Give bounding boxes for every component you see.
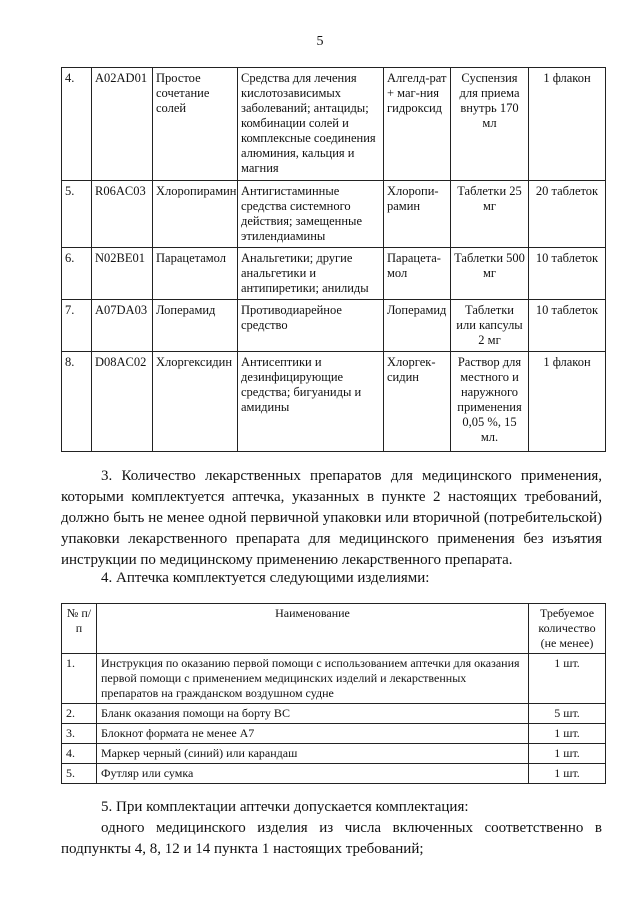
quantity: 1 флакон xyxy=(529,352,606,452)
item-quantity: 1 шт. xyxy=(529,744,606,764)
table-row xyxy=(62,654,606,704)
item-quantity: 5 шт. xyxy=(529,704,606,724)
table-row xyxy=(62,248,606,300)
quantity: 10 таблеток xyxy=(529,248,606,300)
drug-group: Парацетамол xyxy=(153,248,238,300)
item-quantity: 1 шт. xyxy=(529,724,606,744)
dosage-form: Суспензия для приема внутрь 170 мл xyxy=(451,68,529,181)
items-table xyxy=(61,603,606,784)
paragraph-4: 4. Аптечка комплектуется следующими изделиями: xyxy=(101,570,430,586)
row-number: 4. xyxy=(62,744,97,764)
active-substance: Лоперамид xyxy=(384,300,451,352)
drug-class: Антигистаминные средства системного действия; замещенные этилендиамины xyxy=(238,181,384,248)
row-number: 7. xyxy=(62,300,92,352)
row-number: 5. xyxy=(62,181,92,248)
header-quantity: Требуемое количество (не менее) xyxy=(529,604,606,654)
atc-code: N02BE01 xyxy=(92,248,153,300)
row-number: 2. xyxy=(62,704,97,724)
paragraph-5-continuation: одного медицинского изделия из числа включенных соответственно в подпункты 4, 8, 12 и 14 пункта 1 настоящих требований; xyxy=(61,820,602,857)
table-row xyxy=(62,724,606,744)
atc-code: A02AD01 xyxy=(92,68,153,181)
row-number: 5. xyxy=(62,764,97,784)
atc-code: R06AC03 xyxy=(92,181,153,248)
dosage-form: Таблетки 500 мг xyxy=(451,248,529,300)
header-number: № п/п xyxy=(62,604,97,654)
active-substance: Парацета-мол xyxy=(384,248,451,300)
quantity: 10 таблеток xyxy=(529,300,606,352)
item-name: Футляр или сумка xyxy=(97,764,529,784)
table-row xyxy=(62,352,606,452)
item-quantity: 1 шт. xyxy=(529,654,606,704)
active-substance: Алгелд-рат + маг-ния гидроксид xyxy=(384,68,451,181)
drugs-table xyxy=(61,67,606,452)
drug-class: Антисептики и дезинфицирующие средства; бигуаниды и амидины xyxy=(238,352,384,452)
drug-group: Простое сочетание солей xyxy=(153,68,238,181)
row-number: 3. xyxy=(62,724,97,744)
header-name: Наименование xyxy=(97,604,529,654)
table-row xyxy=(62,181,606,248)
atc-code: A07DA03 xyxy=(92,300,153,352)
active-substance: Хлоргек-сидин xyxy=(384,352,451,452)
page-number: 5 xyxy=(316,34,324,49)
drug-group: Хлоропирамин xyxy=(153,181,238,248)
quantity: 1 флакон xyxy=(529,68,606,181)
item-name: Блокнот формата не менее А7 xyxy=(97,724,529,744)
row-number: 8. xyxy=(62,352,92,452)
dosage-form: Таблетки 25 мг xyxy=(451,181,529,248)
paragraph-5: 5. При комплектации аптечки допускается комплектация: xyxy=(101,799,469,815)
paragraph-3: 3. Количество лекарственных препаратов для медицинского применения, которыми комплектуется аптечка, указанных в пункте 2 настоящих требований, должно быть не менее одной первичной упаковки или вторичной (потребительской) упаковки лекарственного препарата для медицинского применения без изъятия инструкции по медицинскому применению лекарственного препарата. xyxy=(61,468,602,568)
table-row xyxy=(62,744,606,764)
row-number: 1. xyxy=(62,654,97,704)
item-quantity: 1 шт. xyxy=(529,764,606,784)
quantity: 20 таблеток xyxy=(529,181,606,248)
item-name: Маркер черный (синий) или карандаш xyxy=(97,744,529,764)
drug-group: Лоперамид xyxy=(153,300,238,352)
drug-class: Противодиарейное средство xyxy=(238,300,384,352)
row-number: 6. xyxy=(62,248,92,300)
table-row xyxy=(62,68,606,181)
table-row xyxy=(62,300,606,352)
dosage-form: Раствор для местного и наружного применения 0,05 %, 15 мл. xyxy=(451,352,529,452)
active-substance: Хлоропи-рамин xyxy=(384,181,451,248)
drug-group: Хлоргексидин xyxy=(153,352,238,452)
atc-code: D08AC02 xyxy=(92,352,153,452)
table-row xyxy=(62,764,606,784)
drug-class: Анальгетики; другие анальгетики и антипиретики; анилиды xyxy=(238,248,384,300)
drug-class: Средства для лечения кислотозависимых заболеваний; антациды; комбинации солей и комплексные соединения алюминия, кальция и магния xyxy=(238,68,384,181)
item-name: Бланк оказания помощи на борту ВС xyxy=(97,704,529,724)
row-number: 4. xyxy=(62,68,92,181)
table-header-row xyxy=(62,604,606,654)
table-row xyxy=(62,704,606,724)
dosage-form: Таблетки или капсулы 2 мг xyxy=(451,300,529,352)
item-name: Инструкция по оказанию первой помощи с использованием аптечки для оказания первой помощи с применением медицинских изделий и лекарственных препаратов на гражданском воздушном судне xyxy=(97,654,529,704)
